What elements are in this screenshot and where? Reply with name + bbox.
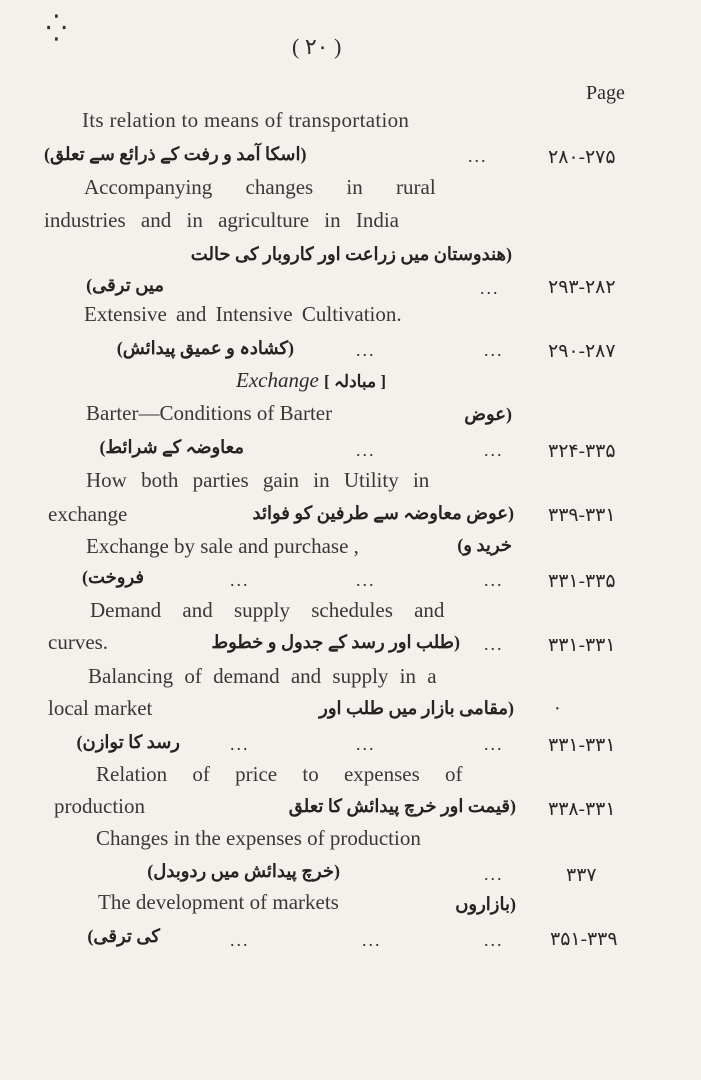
entry-line: Its relation to means of transportation: [82, 108, 410, 132]
leader-dots: ...: [356, 440, 376, 460]
entry-line: exchange: [48, 502, 128, 526]
section-heading-en: Exchange: [236, 368, 319, 392]
entry-line: Balancing of demand and supply in a: [88, 664, 437, 688]
leader-dots: ...: [484, 734, 504, 754]
leader-dots: ...: [484, 340, 504, 360]
entry-line: Relation of price to expenses of: [96, 762, 463, 786]
entry-line: How both parties gain in Utility in: [86, 468, 430, 492]
leader-dots: ...: [356, 734, 376, 754]
urdu-line: میں ترقی): [86, 275, 164, 295]
entry-line: Extensive and Intensive Cultivation.: [84, 302, 402, 326]
entry-line: The development of markets: [98, 890, 339, 914]
leader-dots: ...: [484, 864, 504, 884]
entry-line: local market: [48, 696, 153, 720]
urdu-line: (عوض معاوضہ سے طرفین کو فوائد: [252, 503, 514, 523]
urdu-line: کی ترقی): [87, 926, 160, 946]
leader-dots: ...: [230, 570, 250, 590]
leader-dots: ...: [468, 146, 488, 166]
section-heading-ur: [ مبادلہ ]: [324, 372, 386, 391]
leader-dots: ...: [230, 734, 250, 754]
entry-line: Barter—Conditions of Barter: [86, 401, 333, 425]
page-ref: ۳۵۱-۳۳۹: [550, 929, 618, 950]
urdu-line: (اسکا آمد و رفت کے ذرائع سے تعلق): [44, 144, 307, 164]
page-ref: ۳۳۹-۳۳۱: [548, 505, 616, 526]
entry-line: Changes in the expenses of production: [96, 826, 421, 850]
entry-line: production: [54, 794, 145, 818]
stray-mark: ·: [554, 698, 561, 720]
page-ref: ۳۳۱-۳۳۵: [548, 571, 616, 592]
entry-line: [84, 175, 512, 200]
page-ref: ۳۳۱-۳۳۱: [548, 635, 616, 656]
leader-dots: ...: [484, 440, 504, 460]
page-column-label: Page: [586, 82, 625, 104]
leader-dots: ...: [356, 570, 376, 590]
page-ref: ۳۳۱-۳۳۱: [548, 735, 616, 756]
entry-line: Exchange by sale and purchase ,: [86, 534, 359, 558]
urdu-line: (کشادہ و عمیق پیدائش): [116, 338, 294, 358]
page-ref: ۳۳۷: [566, 865, 597, 886]
page-ref: ۳۳۸-۳۳۱: [548, 799, 616, 820]
urdu-line: (هندوستان میں زراعت اور کاروبار کی حالت: [190, 244, 512, 264]
leader-dots: ...: [484, 930, 504, 950]
urdu-line: خرید و): [457, 535, 512, 555]
leader-dots: ...: [356, 340, 376, 360]
urdu-line: رسد کا توازن): [76, 732, 180, 752]
leader-dots: ...: [484, 634, 504, 654]
page-ref: ۲۹۰-۲۸۷: [548, 341, 616, 362]
urdu-line: (مقامی بازار میں طلب اور: [319, 698, 514, 718]
urdu-line: (طلب اور رسد کے جدول و خطوط: [211, 632, 460, 652]
urdu-line: معاوضہ کے شرائط): [99, 437, 244, 457]
corner-mark: ⁛: [46, 14, 67, 43]
page-number: ( ۲۰ ): [292, 34, 342, 59]
leader-dots: ...: [362, 930, 382, 950]
entry-line: Demand and supply schedules and: [90, 598, 445, 622]
urdu-line: (بازاروں: [455, 894, 516, 914]
urdu-line: فروخت): [81, 567, 144, 587]
entry-line: industries and in agriculture in India: [44, 208, 400, 232]
leader-dots: ...: [484, 570, 504, 590]
section-heading: [236, 368, 386, 393]
urdu-line: (عوض: [464, 404, 512, 424]
urdu-line: (خرچ پیدائش میں ردوبدل): [147, 861, 340, 881]
page-ref: ۳۲۴-۳۳۵: [548, 441, 616, 462]
page-ref: ۲۸۰-۲۷۵: [548, 147, 616, 168]
entry-text: Accompanying changes in rural: [84, 175, 436, 199]
page-ref: ۲۹۳-۲۸۲: [548, 277, 616, 298]
leader-dots: ...: [230, 930, 250, 950]
urdu-line: (قیمت اور خرچ پیدائش کا تعلق: [288, 796, 516, 816]
entry-line: curves.: [48, 630, 109, 654]
leader-dots: ...: [480, 278, 500, 298]
